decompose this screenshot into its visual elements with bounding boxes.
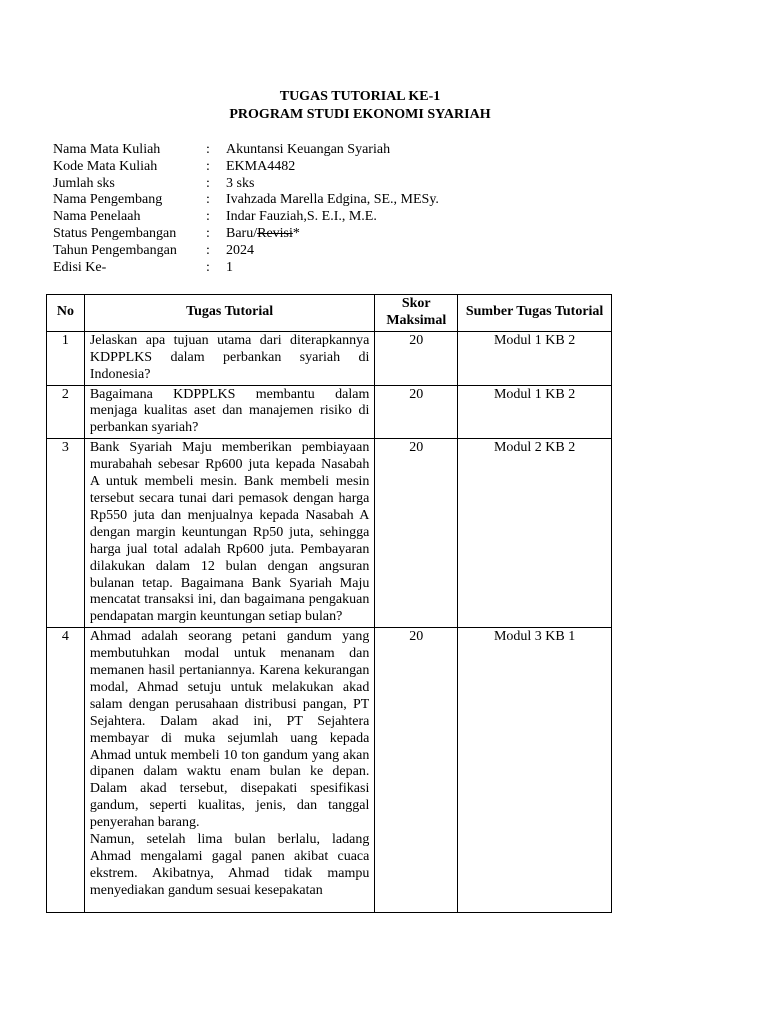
table-header-row <box>47 295 612 332</box>
header-no: No <box>47 295 85 332</box>
table-row <box>47 628 612 913</box>
header-source: Sumber Tugas Tutorial <box>458 295 612 332</box>
row-source: Modul 1 KB 2 <box>458 331 612 385</box>
task-paragraph: Ahmad adalah seorang petani gandum yang membutuhkan modal untuk menanam dan memanen hasil pertaniannya. Karena kekurangan modal, Ahmad setuju untuk melakukan akad salam dengan perusahaan distribusi pangan, PT Sejahtera. Dalam akad ini, PT Sejahtera membayar di muka sejumlah uang kepada Ahmad untuk membeli 10 ton gandum yang akan dipanen dalam waktu enam bulan ke depan. Dalam akad tersebut, disepakati spesifikasi gandum, seperti kualitas, jenis, dan tanggal penyerahan barang. <box>89 629 370 831</box>
struck-status: Revisi <box>257 225 293 241</box>
tutorial-table <box>46 294 612 913</box>
meta-row-credits: Jumlah sks : 3 sks <box>53 175 255 191</box>
header-score: Skor Maksimal <box>375 295 458 332</box>
row-score: 20 <box>375 385 458 439</box>
document-subtitle: PROGRAM STUDI EKONOMI SYARIAH <box>229 107 491 122</box>
row-source: Modul 3 KB 1 <box>458 628 612 913</box>
row-task: Bank Syariah Maju memberikan pembiayaan murabahah sebesar Rp600 juta kepada Nasabah A untuk membeli mesin. Bank membeli mesin tersebut secara tunai dari pemasok dengan harga Rp550 juta dan menjualnya kepada Nasabah A dengan margin keuntungan Rp50 juta, sehingga harga jual total adalah Rp600 juta. Pembayaran dilakukan dalam 12 bulan dengan angsuran bulanan tetap. Bagaimana Bank Syariah Maju mencatat transaksi ini, dan bagaimana pengakuan pendapatan margin keuntungan setiap bulan? <box>84 439 375 628</box>
task-paragraph-continued: Namun, setelah lima bulan berlalu, ladang Ahmad mengalami gagal panen akibat cuaca ekstrem. Akibatnya, Ahmad tidak mampu menyediakan gandum sesuai kesepakatan <box>89 832 370 898</box>
meta-row-year: Tahun Pengembangan : 2024 <box>53 242 254 258</box>
row-number: 4 <box>47 628 85 913</box>
row-score: 20 <box>375 331 458 385</box>
row-number: 3 <box>47 439 85 628</box>
meta-row-course-name: Nama Mata Kuliah : Akuntansi Keuangan Syariah <box>53 142 391 157</box>
row-task <box>84 628 375 913</box>
course-info <box>53 142 439 276</box>
row-source: Modul 1 KB 2 <box>458 385 612 439</box>
row-score: 20 <box>375 439 458 628</box>
document-title: TUGAS TUTORIAL KE-1 <box>279 89 441 104</box>
table-row <box>47 331 612 385</box>
row-task: Bagaimana KDPPLKS membantu dalam menjaga kualitas aset dan manajemen risiko di perbankan syariah? <box>84 385 375 439</box>
header-task: Tugas Tutorial <box>84 295 375 332</box>
table-row <box>47 385 612 439</box>
meta-row-course-code: Kode Mata Kuliah : EKMA4482 <box>53 158 296 174</box>
meta-row-developer: Nama Pengembang : Ivahzada Marella Edgina, SE., MESy. <box>53 192 439 208</box>
meta-row-status: Status Pengembangan : Baru/Revisi* <box>53 225 300 241</box>
row-number: 2 <box>47 385 85 439</box>
meta-row-edition: Edisi Ke- : 1 <box>53 259 233 275</box>
meta-row-reviewer: Nama Penelaah : Indar Fauziah,S. E.I., M.E. <box>53 209 377 225</box>
row-source: Modul 2 KB 2 <box>458 439 612 628</box>
row-score: 20 <box>375 628 458 913</box>
table-row <box>47 439 612 628</box>
row-task-text <box>90 629 370 911</box>
row-task: Jelaskan apa tujuan utama dari diterapkannya KDPPLKS dalam perbankan syariah di Indonesia? <box>84 331 375 385</box>
row-number: 1 <box>47 331 85 385</box>
